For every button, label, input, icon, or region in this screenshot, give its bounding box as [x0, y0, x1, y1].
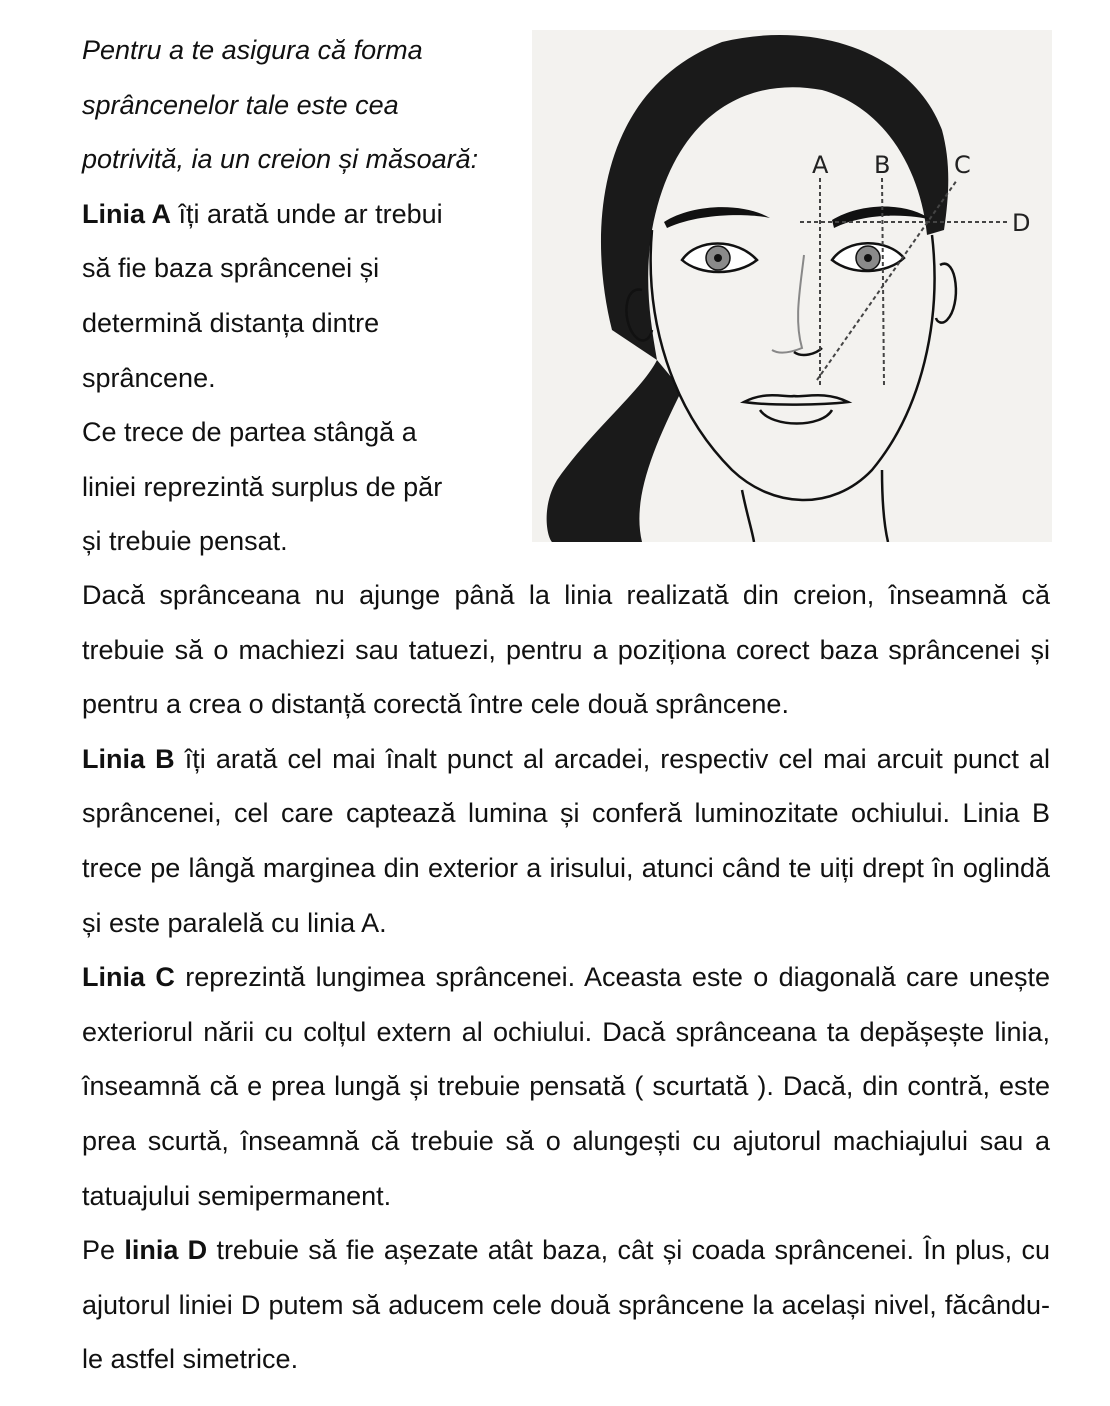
intro-line: sprâncenelor tale este cea	[82, 89, 399, 120]
line-d-paragraph	[82, 1223, 1050, 1387]
ponytail-shape	[547, 360, 682, 542]
label-b: B	[874, 151, 891, 179]
line-a-label: Linia A	[82, 198, 172, 229]
line-b-text: îți arată cel mai înalt punct al arcadei, respectiv cel mai arcuit punct al sprâncenei, cel care captează lumina și conferă luminozitate ochiului. Linia B trece pe lângă marginea din exterior a irisului, atunci când te uiți drept în oglindă și este paralelă cu linia A.	[82, 743, 1050, 938]
label-d: D	[1012, 209, 1031, 237]
neck-line	[742, 490, 754, 542]
label-a: A	[812, 151, 829, 179]
line-a-note-line: liniei reprezintă surplus de păr	[82, 471, 443, 502]
line-a-continuation: Dacă sprânceana nu ajunge până la linia realizată din creion, înseamnă că trebuie să o machiezi sau tatuezi, pentru a poziționa corect baza sprâncenei și pentru a crea o distanță corectă între cele două sprâncene.	[82, 580, 1050, 720]
face-illustration	[532, 30, 1052, 542]
line-a-note	[82, 405, 530, 569]
line-a-text: să fie baza sprâncenei și	[82, 253, 380, 284]
neck-line	[882, 470, 888, 542]
line-d-prefix: Pe	[82, 1235, 125, 1266]
line-d-text: trebuie să fie așezate atât baza, cât și coada sprâncenei. În plus, cu ajutorul liniei D putem să aducem cele două sprâncene la același nivel, făcându-le astfel simetrice.	[82, 1235, 1050, 1375]
left-eyebrow	[664, 207, 770, 228]
line-b-label: Linia B	[82, 743, 175, 774]
face-diagram-svg	[532, 30, 1052, 542]
intro-line: Pentru a te asigura că forma	[82, 35, 423, 65]
line-a-note-line: și trebuie pensat.	[82, 526, 288, 557]
line-c-paragraph	[82, 950, 1050, 1223]
face-outline	[651, 230, 935, 500]
right-pupil	[864, 254, 872, 262]
line-a-text: sprâncene.	[82, 362, 216, 393]
label-c: C	[954, 151, 971, 179]
line-a-text: îți arată unde ar trebui	[171, 198, 443, 229]
line-c-text: reprezintă lungimea sprâncenei. Aceasta este o diagonală care unește exteriorul nării cu colțul extern al ochiului. Dacă sprânceana ta depășește linia, înseamnă că e prea lungă și trebuie pensată ( scurtată ). Dacă, din contră, este prea scurtă, înseamnă că trebuie să o alungești cu ajutorul machiajului sau a tatuajului semipermanent.	[82, 962, 1050, 1211]
left-pupil	[714, 254, 722, 262]
right-ear	[936, 264, 956, 323]
line-c-label: Linia C	[82, 962, 175, 993]
line-d-label: linia D	[124, 1235, 208, 1266]
intro-column	[82, 23, 530, 569]
body-column	[82, 568, 1050, 1387]
line-a-text: determină distanța dintre	[82, 307, 380, 338]
line-a-paragraph	[82, 187, 530, 405]
line-a-note-line: Ce trece de partea stângă a	[82, 417, 417, 448]
intro-paragraph	[82, 23, 530, 187]
intro-line: potrivită, ia un creion și măsoară:	[82, 144, 479, 175]
line-b-paragraph	[82, 732, 1050, 950]
